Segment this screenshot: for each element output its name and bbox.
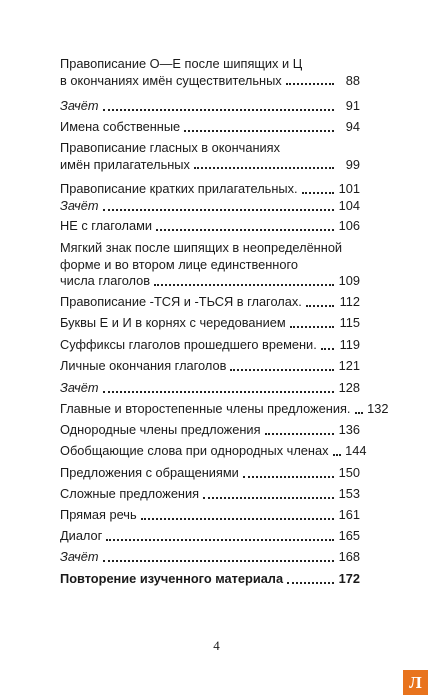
toc-entry-page: 136: [338, 422, 360, 437]
toc-entry: [60, 315, 360, 332]
dot-leader: [286, 82, 334, 85]
dot-leader: [265, 432, 334, 435]
toc-entry: [60, 358, 360, 375]
toc-entry-title: Мягкий знак после шипящих в неопределённой: [60, 240, 343, 255]
toc-entry-page: 153: [338, 486, 360, 501]
toc-entry-page: 99: [345, 156, 360, 172]
toc-entry-title: форме и во втором лице единственного: [60, 256, 298, 272]
toc-entry-title: Предложения с обращениями: [60, 465, 239, 480]
dot-leader: [154, 283, 334, 286]
toc-entry: [60, 465, 360, 482]
dot-leader: [103, 559, 334, 562]
toc-entry-page: 104: [338, 198, 360, 213]
toc-entry-page: 115: [339, 315, 360, 330]
toc-entry: [60, 571, 360, 588]
page-number: 4: [213, 638, 220, 653]
toc-entry-title: Буквы Е и И в корнях с чередованием: [60, 315, 286, 330]
toc-entry-page: 165: [338, 528, 360, 543]
dot-leader: [103, 108, 334, 111]
dot-leader: [355, 411, 363, 414]
toc-entry: [60, 198, 360, 215]
toc-entry-title: Личные окончания глаголов: [60, 358, 227, 373]
toc-entry-page: 128: [338, 380, 360, 395]
toc-entry-page: 101: [338, 181, 360, 196]
toc-entry-page: 112: [339, 294, 360, 309]
toc-entry-title: Диалог: [60, 528, 103, 543]
dot-leader: [306, 304, 334, 307]
dot-leader: [287, 581, 334, 584]
toc-entry-title: в окончаниях имён существительных: [60, 72, 282, 88]
toc-entry: [60, 218, 360, 235]
toc-entry-page: 172: [338, 571, 360, 586]
toc-entry-title: НЕ с глаголами: [60, 218, 153, 233]
toc-entry-page: 106: [338, 218, 360, 233]
dot-leader: [302, 191, 334, 194]
toc-entry-page: 150: [338, 465, 360, 480]
dot-leader: [194, 166, 334, 169]
toc-entry-page: 94: [345, 119, 360, 134]
toc-entry-page: 161: [338, 507, 360, 522]
toc-entry-title: Имена собственные: [60, 119, 181, 134]
toc-entry-page: 91: [345, 98, 360, 113]
toc-entry-title: Повторение изученного материала: [60, 571, 284, 586]
toc-entry-title: Зачёт: [60, 380, 99, 395]
toc-entry-title: Зачёт: [60, 98, 99, 113]
toc-entry: [60, 140, 360, 173]
dot-leader: [156, 228, 334, 231]
toc-entry-page: 121: [338, 358, 360, 373]
dot-leader: [230, 368, 334, 371]
toc-entry: [60, 294, 360, 311]
toc-entry: [60, 240, 360, 290]
toc-entry-title: имён прилагательных: [60, 156, 190, 172]
toc-entry-page: 132: [367, 401, 389, 416]
toc-entry-page: 109: [338, 273, 360, 289]
toc-entry: [60, 443, 367, 460]
toc-entry-title: Главные и второстепенные члены предложения.: [60, 401, 351, 416]
toc-entry-title: Прямая речь: [60, 507, 137, 522]
toc-entry-title: Зачёт: [60, 198, 99, 213]
logo-letter: Л: [409, 672, 422, 692]
toc-entry-title: Правописание кратких прилагательных.: [60, 181, 298, 196]
toc-entry: [60, 401, 389, 418]
dot-leader: [141, 517, 334, 520]
toc-entry-page: 144: [345, 443, 367, 458]
toc-entry-title: Правописание гласных в окончаниях: [60, 140, 280, 155]
toc-entry: [60, 337, 360, 354]
toc-entry: [60, 380, 360, 397]
toc-entry-title: Суффиксы глаголов прошедшего времени.: [60, 337, 317, 352]
toc-entry-title: Правописание О—Е после шипящих и Ц: [60, 56, 303, 71]
toc-entry-title: Правописание -ТСЯ и -ТЬСЯ в глаголах.: [60, 294, 302, 309]
dot-leader: [290, 325, 334, 328]
dot-leader: [203, 496, 334, 499]
toc-entry: [60, 119, 360, 136]
dot-leader: [103, 390, 334, 393]
dot-leader: [103, 208, 334, 211]
toc-entry-page: 88: [345, 72, 360, 88]
dot-leader: [243, 475, 334, 478]
toc-entry: [60, 528, 360, 545]
toc-entry: [60, 98, 360, 115]
toc-entry: [60, 56, 360, 89]
toc-entry: [60, 507, 360, 524]
toc-entry: [60, 549, 360, 566]
toc-entry-title: числа глаголов: [60, 273, 151, 289]
dot-leader: [184, 129, 334, 132]
toc-entry-page: 168: [338, 549, 360, 564]
toc-entry-title: Сложные предложения: [60, 486, 200, 501]
toc-entry-title: Однородные члены предложения: [60, 422, 261, 437]
toc-entry-title: Обобщающие слова при однородных членах: [60, 443, 329, 458]
toc-entry: [60, 422, 360, 439]
toc-entry-title: Зачёт: [60, 549, 99, 564]
dot-leader: [106, 538, 334, 541]
dot-leader: [333, 453, 341, 456]
toc-entry: [60, 486, 360, 503]
dot-leader: [321, 347, 334, 350]
toc-entry: [60, 181, 360, 198]
publisher-logo-icon: [403, 670, 428, 695]
toc-entry-page: 119: [339, 337, 360, 352]
